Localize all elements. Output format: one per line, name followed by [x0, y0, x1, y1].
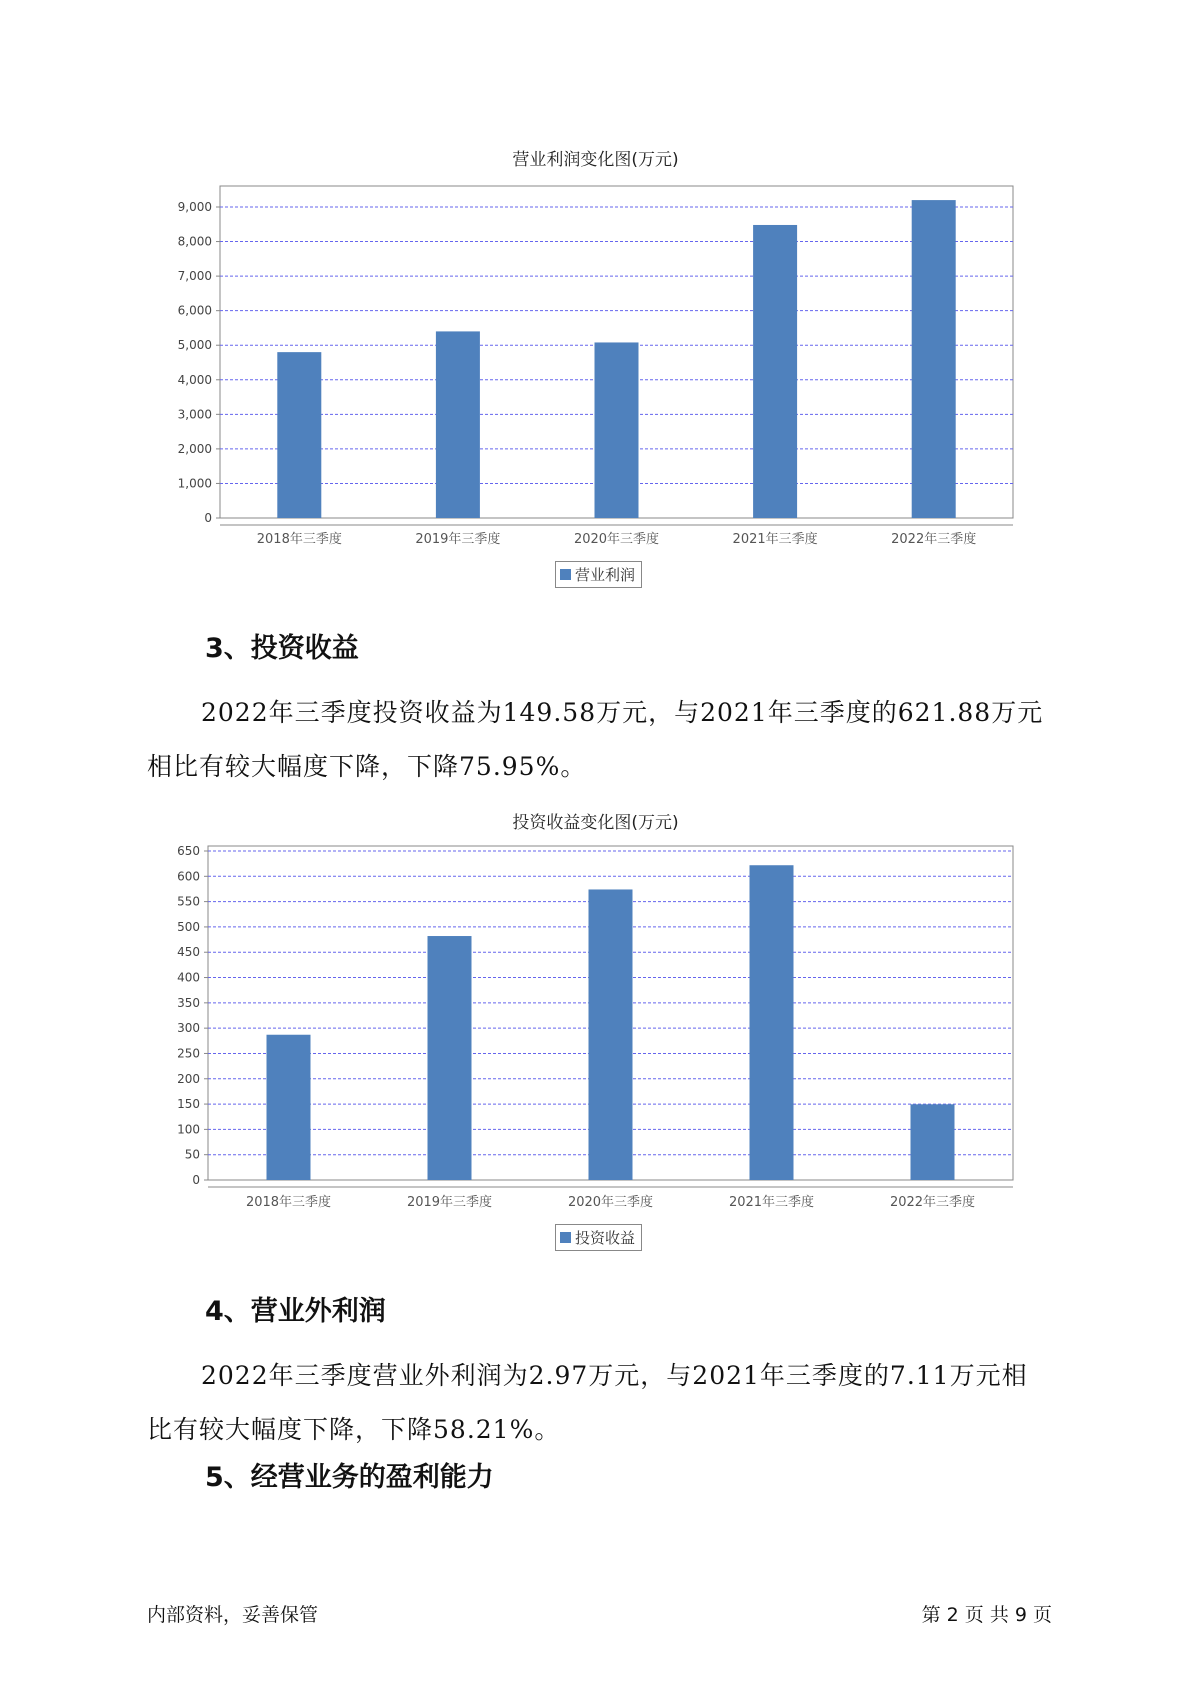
x-category-label: 2022年三季度	[891, 532, 977, 547]
section-5-heading: 5、经营业务的盈利能力	[205, 1462, 494, 1493]
y-tick-label: 1,000	[177, 476, 212, 491]
y-tick-label: 2,000	[177, 441, 212, 456]
y-tick-label: 5,000	[177, 338, 212, 353]
y-tick-label: 450	[177, 945, 200, 960]
bar	[911, 1104, 955, 1180]
y-tick-label: 600	[177, 869, 200, 884]
chart-1-legend-label: 营业利润	[575, 566, 636, 584]
y-tick-label: 8,000	[177, 234, 212, 249]
y-tick-label: 7,000	[177, 269, 212, 284]
chart-2-legend	[555, 1224, 642, 1251]
y-tick-label: 350	[177, 995, 200, 1010]
section-4-heading: 4、营业外利润	[205, 1296, 386, 1327]
chart-1-title: 营业利润变化图(万元)	[512, 150, 679, 170]
section-3-heading: 3、投资收益	[205, 633, 359, 664]
y-tick-label: 500	[177, 919, 200, 934]
y-tick-label: 200	[177, 1071, 200, 1086]
y-tick-label: 250	[177, 1046, 200, 1061]
y-tick-label: 4,000	[177, 372, 212, 387]
y-tick-label: 300	[177, 1021, 200, 1036]
y-tick-label: 650	[177, 844, 200, 858]
bar	[589, 889, 633, 1180]
chart-2-legend-label: 投资收益	[575, 1229, 636, 1247]
bar	[750, 865, 794, 1180]
y-tick-label: 9,000	[177, 200, 212, 214]
x-category-label: 2020年三季度	[567, 1195, 654, 1210]
footer-page-number: 第 2 页 共 9 页	[921, 1604, 1052, 1626]
x-category-label: 2018年三季度	[245, 1195, 332, 1210]
y-tick-label: 550	[177, 894, 200, 909]
y-tick-label: 0	[204, 511, 212, 525]
y-tick-label: 100	[177, 1122, 200, 1137]
bar	[267, 1035, 311, 1180]
y-tick-label: 50	[184, 1147, 200, 1162]
chart-2-title: 投资收益变化图(万元)	[512, 813, 679, 833]
y-tick-label: 0	[192, 1173, 200, 1187]
y-tick-label: 3,000	[177, 407, 212, 422]
section-4-paragraph: 2022年三季度营业外利润为2.97万元，与2021年三季度的7.11万元相比有较大幅度下降，下降58.21%。	[147, 1361, 1028, 1444]
y-tick-label: 400	[177, 970, 200, 985]
y-tick-label: 6,000	[177, 303, 212, 318]
x-category-label: 2020年三季度	[573, 532, 660, 547]
x-category-label: 2021年三季度	[732, 532, 818, 547]
x-category-label: 2018年三季度	[256, 532, 342, 547]
footer-left: 内部资料，妥善保管	[147, 1604, 319, 1626]
x-category-label: 2019年三季度	[406, 1195, 493, 1210]
y-tick-label: 150	[177, 1097, 200, 1112]
x-category-label: 2022年三季度	[889, 1195, 976, 1210]
x-category-label: 2019年三季度	[415, 532, 501, 547]
section-3-paragraph: 2022年三季度投资收益为149.58万元，与2021年三季度的621.88万元相比有较大幅度下降，下降75.95%。	[147, 698, 1044, 781]
legend-swatch	[560, 1232, 571, 1243]
x-category-label: 2021年三季度	[728, 1195, 815, 1210]
bar	[428, 936, 472, 1180]
